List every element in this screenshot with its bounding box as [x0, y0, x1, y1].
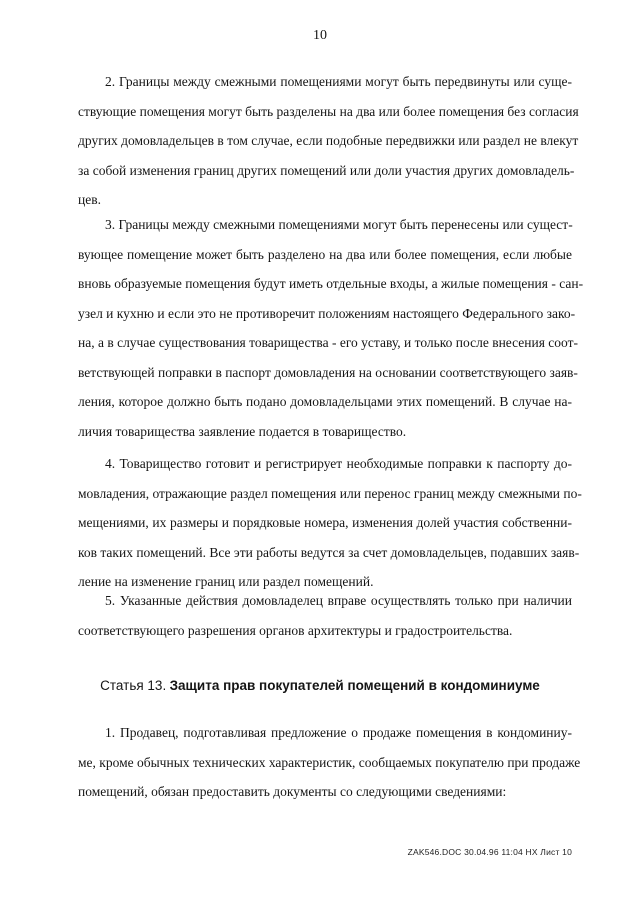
- text-line: ме, кроме обычных технических характеристик, сообщаемых покупателю при продаже: [78, 754, 581, 770]
- text-line: за собой изменения границ других помещений или доли участия других домовладель-: [78, 162, 575, 178]
- paragraph-3: [78, 210, 584, 446]
- text-line: мовладения, отражающие раздел помещения или перенос границ между смежными по-: [78, 485, 582, 501]
- article-title: Защита прав покупателей помещений в кондоминиуме: [169, 678, 540, 693]
- text-line: цев.: [78, 192, 101, 207]
- text-line: личия товарищества заявление подается в товарищество.: [78, 423, 407, 439]
- text-line: помещений, обязан предоставить документы со следующими сведениями:: [78, 784, 507, 799]
- text-line: вновь образуемые помещения будут иметь отдельные входы, а жилые помещения - сан-: [78, 276, 584, 291]
- text-line: ления, которое должно быть подано домовладельцами этих помещений. В случае на-: [78, 394, 572, 409]
- text-line: соответствующего разрешения органов архитектуры и градостроительства.: [78, 622, 513, 638]
- text-line: 3. Границы между смежными помещениями могут быть перенесены или сущест-: [105, 217, 573, 232]
- page-number: 10: [313, 28, 327, 43]
- text-line: ление на изменение границ или раздел помещений.: [78, 574, 374, 589]
- text-line: на, а в случае существования товарищества - его уставу, и только после внесения соот-: [78, 335, 579, 350]
- text-line: 2. Границы между смежными помещениями могут быть передвинуты или суще-: [105, 74, 572, 89]
- text-line: 1. Продавец, подготавливая предложение о продаже помещения в кондоминиу-: [105, 725, 572, 740]
- paragraph-5: [78, 586, 572, 645]
- text-line: ветствующей поправки в паспорт домовладения на основании соответствующего заяв-: [78, 364, 578, 380]
- text-line: 5. Указанные действия домовладелец вправе осуществлять только при наличии: [105, 593, 572, 608]
- text-line: 4. Товарищество готовит и регистрирует необходимые поправки к паспорту до-: [105, 456, 572, 471]
- article-paragraph-1: [78, 718, 581, 807]
- article-label: Статья 13.: [100, 678, 167, 693]
- text-line: ствующие помещения могут быть разделены на два или более помещения без согласия: [78, 103, 579, 119]
- paragraph-2: [78, 67, 579, 215]
- text-line: мещениями, их размеры и порядковые номера, изменения долей участия собственни-: [78, 515, 572, 530]
- document-footer: ZAK546.DOC 30.04.96 11:04 НХ Лист 10: [407, 847, 572, 857]
- text-line: узел и кухню и если это не противоречит положениям настоящего Федерального зако-: [78, 305, 576, 321]
- text-line: других домовладельцев в том случае, если подобные передвижки или раздел не влекут: [78, 133, 579, 148]
- paragraph-4: [78, 449, 582, 597]
- text-line: вующее помещение может быть разделено на два или более помещения, если любые: [78, 246, 572, 262]
- text-line: ков таких помещений. Все эти работы ведутся за счет домовладельцев, подавших заяв-: [78, 544, 580, 560]
- article-heading: [0, 678, 640, 694]
